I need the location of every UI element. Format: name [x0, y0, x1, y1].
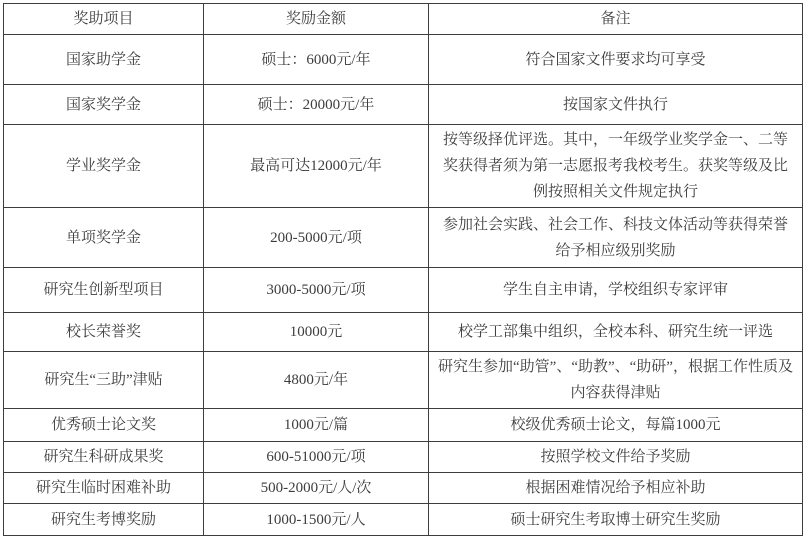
cell-remark: 学生自主申请，学校组织专家评审 [429, 268, 803, 313]
table-row [4, 409, 803, 442]
cell-project: 研究生考博奖励 [4, 504, 204, 536]
table-row [4, 352, 803, 409]
cell-remark: 按等级择优评选。其中，一年级学业奖学金一、二等奖获得者须为第一志愿报考我校考生。获奖等级及比例按照相关文件规定执行 [429, 125, 803, 208]
cell-amount: 1000-1500元/人 [204, 504, 429, 536]
cell-project: 研究生创新型项目 [4, 268, 204, 313]
cell-amount: 硕士：6000元/年 [204, 35, 429, 85]
cell-project: 单项奖学金 [4, 208, 204, 268]
table-body [4, 35, 803, 536]
cell-remark: 根据困难情况给予相应补助 [429, 473, 803, 504]
table-row [4, 35, 803, 85]
header-cell-project: 奖助项目 [4, 4, 204, 35]
cell-amount: 200-5000元/项 [204, 208, 429, 268]
cell-project: 研究生科研成果奖 [4, 442, 204, 473]
scholarship-award-table [3, 3, 803, 536]
table-row [4, 313, 803, 352]
table-row [4, 442, 803, 473]
cell-remark: 研究生参加“助管”、“助教”、“助研”，根据工作性质及内容获得津贴 [429, 352, 803, 409]
cell-remark: 校学工部集中组织，全校本科、研究生统一评选 [429, 313, 803, 352]
cell-remark: 按国家文件执行 [429, 85, 803, 125]
table-row [4, 504, 803, 536]
cell-amount: 硕士：20000元/年 [204, 85, 429, 125]
cell-project: 研究生临时困难补助 [4, 473, 204, 504]
table-row [4, 268, 803, 313]
table-row [4, 208, 803, 268]
cell-remark: 按照学校文件给予奖励 [429, 442, 803, 473]
cell-amount: 3000-5000元/项 [204, 268, 429, 313]
cell-amount: 1000元/篇 [204, 409, 429, 442]
cell-remark: 硕士研究生考取博士研究生奖励 [429, 504, 803, 536]
header-cell-amount: 奖励金额 [204, 4, 429, 35]
table-row [4, 85, 803, 125]
header-cell-remark: 备注 [429, 4, 803, 35]
cell-project: 校长荣誉奖 [4, 313, 204, 352]
cell-remark: 符合国家文件要求均可享受 [429, 35, 803, 85]
cell-project: 研究生“三助”津贴 [4, 352, 204, 409]
cell-project: 优秀硕士论文奖 [4, 409, 204, 442]
header-row [4, 4, 803, 35]
cell-amount: 500-2000元/人/次 [204, 473, 429, 504]
cell-amount: 最高可达12000元/年 [204, 125, 429, 208]
cell-amount: 10000元 [204, 313, 429, 352]
cell-remark: 校级优秀硕士论文，每篇1000元 [429, 409, 803, 442]
cell-remark: 参加社会实践、社会工作、科技文体活动等获得荣誉给予相应级别奖励 [429, 208, 803, 268]
cell-amount: 600-51000元/项 [204, 442, 429, 473]
table-header [4, 4, 803, 35]
table-row [4, 473, 803, 504]
cell-project: 国家奖学金 [4, 85, 204, 125]
cell-project: 学业奖学金 [4, 125, 204, 208]
table-row [4, 125, 803, 208]
cell-amount: 4800元/年 [204, 352, 429, 409]
cell-project: 国家助学金 [4, 35, 204, 85]
